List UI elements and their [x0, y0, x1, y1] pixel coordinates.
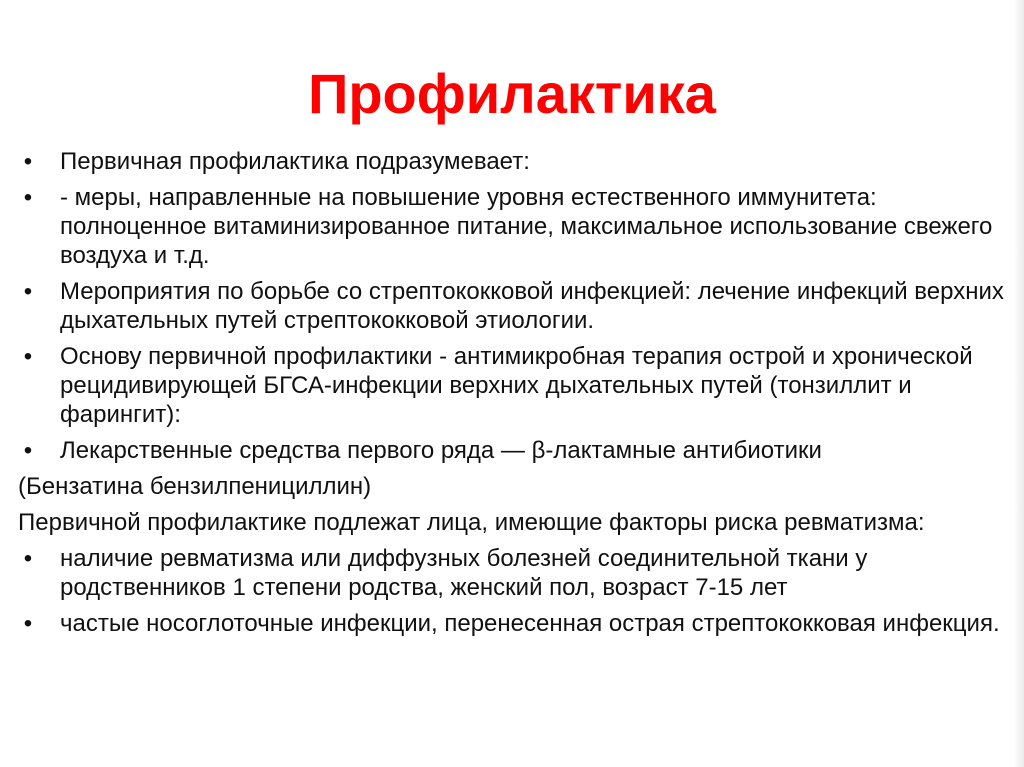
bullet-text: Мероприятия по борьбе со стрептококковой инфекцией: лечение инфекций верхних дыхательных путей стрептококковой этиологии. [60, 278, 1004, 334]
bullet-text: Первичная профилактика подразумевает: [60, 148, 530, 175]
bullet-mark: • [23, 545, 33, 572]
risk-bullet-item [18, 609, 1008, 638]
bullet-text: наличие ревматизма или диффузных болезней соединительной ткани у родственников 1 степени родства, женский пол, возраст 7-15 лет [60, 545, 868, 601]
slide-title: Профилактика [308, 62, 716, 125]
bullet-text: Лекарственные средства первого ряда — β-лактамные антибиотики [60, 437, 822, 464]
bullet-mark: • [23, 184, 33, 211]
slide-content [18, 147, 1008, 645]
bullet-text: Основу первичной профилактики - антимикробная терапия острой и хронической рецидивирующей БГСА-инфекции верхних дыхательных путей (тонзиллит и фарингит): [60, 343, 973, 428]
bullet-mark: • [23, 610, 33, 637]
plain-line: Первичной профилактике подлежат лица, имеющие факторы риска ревматизма: [18, 509, 925, 536]
bullet-text: частые носоглоточные инфекции, перенесенная острая стрептококковая инфекция. [60, 610, 1000, 637]
bullet-item [18, 183, 1008, 270]
bullet-item [18, 147, 1008, 176]
risk-bullet-item [18, 544, 1008, 602]
bullet-item [18, 277, 1008, 335]
bullet-mark: • [23, 148, 33, 175]
bullet-mark: • [23, 437, 33, 464]
plain-line: (Бензатина бензилпенициллин) [18, 473, 372, 500]
bullet-mark: • [23, 343, 33, 370]
bullet-item [18, 342, 1008, 429]
bullet-text: - меры, направленные на повышение уровня естественного иммунитета: полноценное витаминизированное питание, максимальное использование свежего воздуха и т.д. [60, 184, 993, 269]
bullet-item [18, 436, 1008, 465]
bullet-mark: • [23, 278, 33, 305]
